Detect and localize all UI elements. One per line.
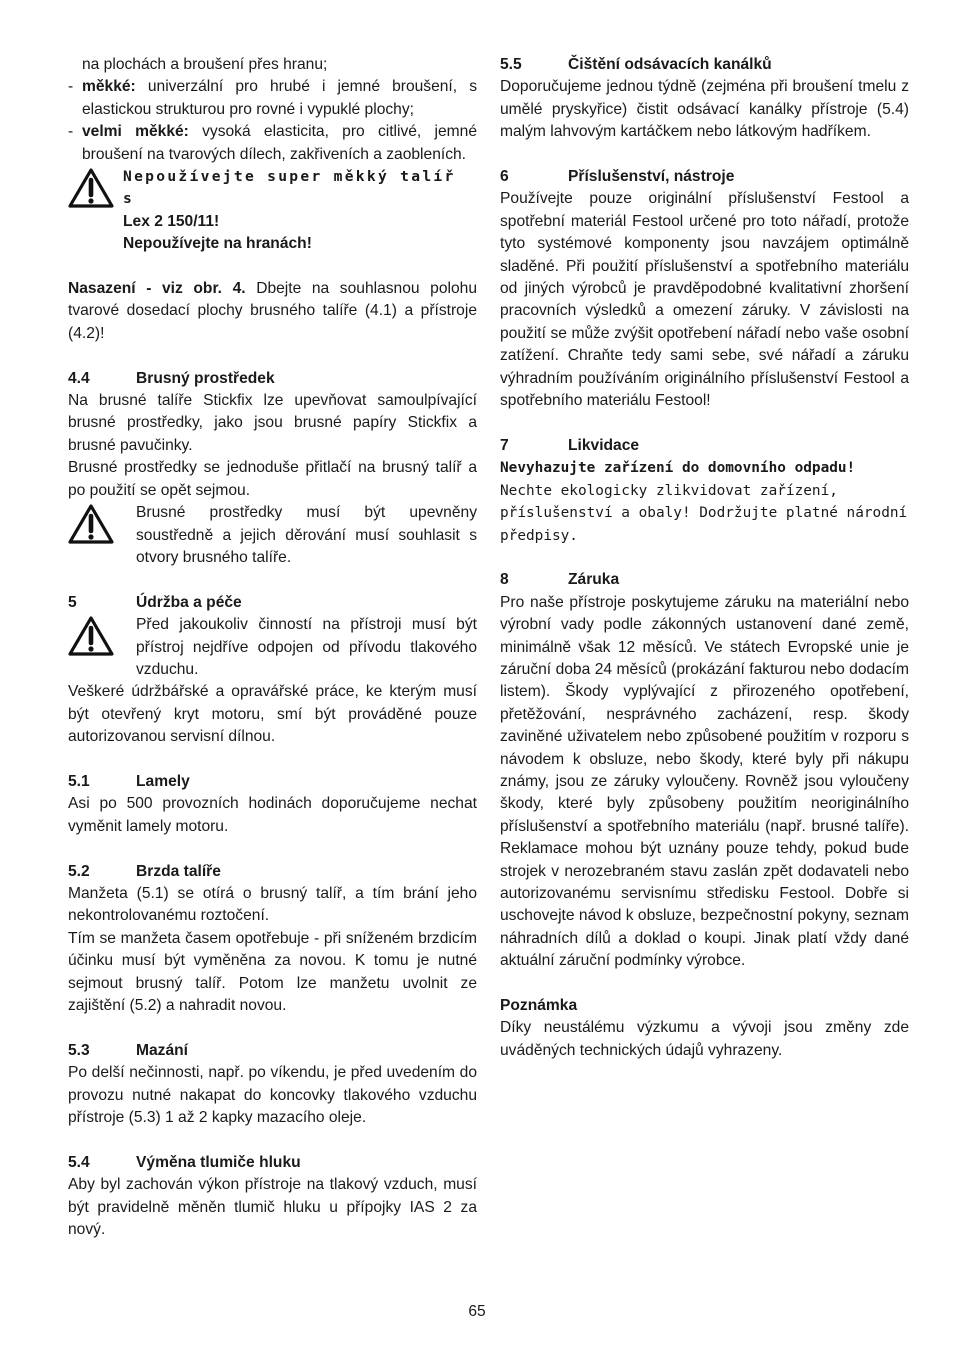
list-item: - měkké: univerzální pro hrubé i jemné broušení, s elastickou strukturou pro rovné i vypuklé plochy;	[68, 78, 477, 118]
paragraph: Brusné prostředky se jednoduše přitlačí na brusný talíř a po použití se opět sejmou.	[68, 459, 477, 499]
right-column	[500, 54, 909, 1062]
section-heading: 5.3 Mazání	[68, 1041, 188, 1059]
warning-line: Nepoužívejte na hranách!	[123, 235, 312, 253]
paragraph: Nechte ekologicky zlikvidovat zařízení, příslušenství a obaly! Dodržujte platné národní předpisy.	[500, 482, 908, 544]
paragraph: Po delší nečinnosti, např. po víkendu, je před uvedením do provozu nutné nakapat do koncovky tlakového vzduchu přístroje (5.3) 1 až 2 kapky mazacího oleje.	[68, 1064, 477, 1126]
warning-block: Brusné prostředky musí být upevněny soustředně a jejich děrování musí souhlasit s otvory brusného talíře.	[68, 502, 477, 569]
section-heading: Poznámka	[500, 997, 578, 1014]
warning-triangle-icon	[68, 616, 114, 656]
paragraph: Na brusné talíře Stickfix lze upevňovat samoulpívající brusné prostředky, jako jsou brusné papíry Stickfix a brusné pavučinky.	[68, 392, 477, 454]
paragraph: Veškeré údržbářské a opravářské práce, ke kterým musí být otevřený kryt motoru, smí být prováděné pouze autorizovanou servisní dílnou.	[68, 683, 477, 746]
paragraph: Doporučujeme jednou týdně (zejména při broušení tmelu z umělé pryskyřice) čistit odsávací kanálky přístroje (5.4) malým lahvovým kartáčkem nebo látkovým hadříkem.	[500, 78, 909, 141]
bullet-text: univerzální pro hrubé i jemné broušení, s elastickou strukturou pro rovné i vypuklé plochy;	[82, 78, 477, 118]
warning-line: Lex 2 150/11!	[123, 212, 220, 230]
intro-line: na plochách a broušení přes hranu;	[82, 56, 328, 73]
paragraph: Používejte pouze originální příslušenství Festool a spotřební materiál Festool určené pro toto nářadí, protože tyto systémové komponenty jsou navzájem optimálně sladěné. Při použití příslušenství a spotřebního materiálu od jiných výrobců je pravděpodobné kvalitativní zhoršení pracovních výsledků a omezení záruky. V závislosti na použití se může zvýšit opotřebení nářadí nebo vaše osobní zatížení. Chraňte tedy sami sebe, své nářadí a záruku výhradním používáním originálního příslušenství Festool a spotřebního materiálu Festool!	[500, 190, 909, 410]
warning-block: Před jakoukoliv činností na přístroji musí být přístroj nejdříve odpojen od přívodu tlakového vzduchu.	[68, 614, 477, 681]
bullet-term: měkké:	[82, 78, 136, 96]
section-heading: 8 Záruka	[500, 571, 620, 589]
section-heading: 5.4 Výměna tlumiče hluku	[68, 1153, 301, 1171]
paragraph: Díky neustálému výzkumu a vývoji jsou změny zde uváděných technických údajů vyhrazeny.	[500, 1019, 909, 1059]
disposal-warning: Nevyhazujte zařízení do domovního odpadu!	[500, 460, 856, 477]
warning-block	[68, 166, 477, 256]
bullet-text: vysoká elasticita, pro citlivé, jemné broušení na tvarových dílech, zakřiveních a zaobleních.	[82, 123, 477, 163]
page-number: 65	[468, 1303, 486, 1320]
section-heading: 4.4 Brusný prostředek	[68, 369, 275, 387]
section-heading: 5 Údržba a péče	[68, 593, 242, 611]
section-heading: 7 Likvidace	[500, 436, 640, 454]
section-heading: 5.2 Brzda talíře	[68, 862, 221, 880]
mounting-paragraph: Nasazení - viz obr. 4. Dbejte na souhlasnou polohu tvarové dosedací plochy brusného talíře (4.1) a přístroje (4.2)!	[68, 280, 477, 342]
paragraph: Pro naše přístroje poskytujeme záruku na materiální nebo výrobní vady podle zákonných ustanovení dané země, minimálně však 12 měsíců. Ve státech Evropské unie je záruční doba 24 měsíců (prokázání fakturou nebo dodacím listem). Škody vyplývající z přirozeného opotřebení, přetěžování, nesprávného zacházení, resp. škody zaviněné uživatelem nebo způsobené použitím v rozporu s návodem k obsluze, nebo škody, které byly při nákupu známy, jsou ze záruky vyloučeny. Rovněž jsou vyloučeny škody, které byly způsobeny použitím neoriginálního příslušenství a spotřebního materiálu (např. brusné talíře). Reklamace mohou být uznány pouze tehdy, pokud bude strojek v nerozebraném stavu zaslán zpět dodavateli nebo autorizovanému servisnímu středisku Festool. Dobře si uschovejte návod k obsluze, bezpečnostní pokyny, seznam náhradních dílů a doklad o koupi. Jinak platí vždy dané aktuální záruční podmínky výrobce.	[500, 593, 909, 970]
paragraph: Asi po 500 provozních hodinách doporučujeme nechat vyměnit lamely motoru.	[68, 795, 477, 835]
left-column	[68, 54, 477, 1241]
bullet-term: velmi měkké:	[82, 123, 189, 141]
paragraph: Aby byl zachován výkon přístroje na tlakový vzduch, musí být pravidelně měněn tlumič hluku u přípojky IAS 2 za nový.	[68, 1176, 477, 1239]
warning-line: Nepoužívejte super měkký talíř s	[123, 168, 456, 208]
list-item: - velmi měkké: vysoká elasticita, pro citlivé, jemné broušení na tvarových dílech, zakřiveních a zaobleních.	[68, 123, 477, 163]
section-heading: 5.1 Lamely	[68, 772, 190, 790]
paragraph: Tím se manžeta časem opotřebuje - při sníženém brzdicím účinku musí být vyměněna za novou. K tomu je nutné sejmout brusný talíř. Potom lze manžetu uvolnit ze zajištění (5.2) a nahradit novou.	[68, 929, 477, 1014]
warning-triangle-icon	[68, 168, 114, 208]
warning-triangle-icon	[68, 504, 114, 544]
paragraph: Manžeta (5.1) se otírá o brusný talíř, a tím brání jeho nekontrolovanému roztočení.	[68, 884, 477, 925]
section-heading: 6 Příslušenství, nástroje	[500, 168, 735, 186]
section-heading: 5.5 Čištění odsávacích kanálků	[500, 56, 772, 73]
